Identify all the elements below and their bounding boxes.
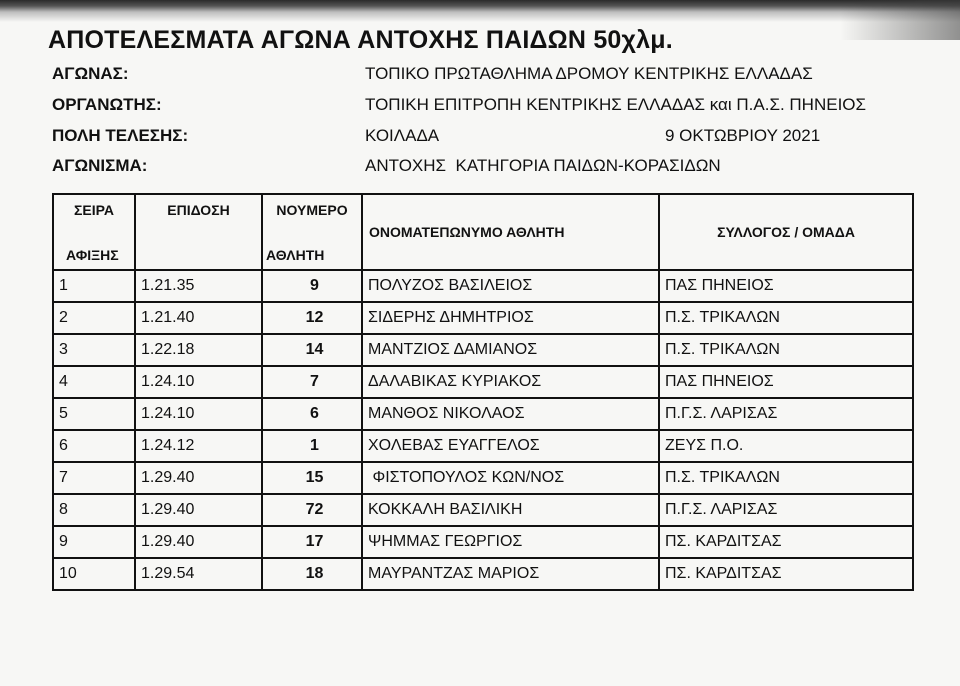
athlete-number: 18 bbox=[262, 558, 362, 590]
athlete-name: ΜΑΥΡΑΝΤΖΑΣ ΜΑΡΙΟΣ bbox=[362, 558, 659, 590]
athlete-club: ΠΑΣ ΠΗΝΕΙΟΣ bbox=[659, 270, 913, 302]
finish-time: 1.29.40 bbox=[135, 494, 262, 526]
table-row bbox=[53, 334, 913, 366]
finish-time: 1.24.10 bbox=[135, 366, 262, 398]
athlete-club: ΠΣ. ΚΑΡΔΙΤΣΑΣ bbox=[659, 558, 913, 590]
athlete-number: 7 bbox=[262, 366, 362, 398]
header-club-label: ΣΥΛΛΟΓΟΣ / ΟΜΑΔΑ bbox=[717, 224, 855, 240]
header-athlete-name bbox=[362, 194, 659, 270]
table-row bbox=[53, 494, 913, 526]
athlete-number: 14 bbox=[262, 334, 362, 366]
athlete-club: ΠΑΣ ΠΗΝΕΙΟΣ bbox=[659, 366, 913, 398]
athlete-number: 9 bbox=[262, 270, 362, 302]
athlete-club: Π.Σ. ΤΡΙΚΑΛΩΝ bbox=[659, 462, 913, 494]
arrival-position: 3 bbox=[53, 334, 135, 366]
athlete-number: 12 bbox=[262, 302, 362, 334]
event-label: ΑΓΩΝΙΣΜΑ: bbox=[52, 156, 148, 175]
finish-time: 1.22.18 bbox=[135, 334, 262, 366]
arrival-position: 2 bbox=[53, 302, 135, 334]
results-table bbox=[52, 193, 914, 591]
header-order-top: ΣΕΙΡΑ bbox=[73, 202, 115, 218]
table-row bbox=[53, 526, 913, 558]
athlete-name: ΧΟΛΕΒΑΣ ΕΥΑΓΓΕΛΟΣ bbox=[362, 430, 659, 462]
athlete-number: 15 bbox=[262, 462, 362, 494]
header-arrival-order bbox=[53, 194, 135, 270]
table-row bbox=[53, 302, 913, 334]
race-label: ΑΓΩΝΑΣ: bbox=[52, 64, 129, 83]
arrival-position: 4 bbox=[53, 366, 135, 398]
table-row bbox=[53, 270, 913, 302]
finish-time: 1.21.40 bbox=[135, 302, 262, 334]
header-time-label: ΕΠΙΔΟΣΗ bbox=[167, 202, 230, 218]
athlete-name: ΔΑΛΑΒΙΚΑΣ ΚΥΡΙΑΚΟΣ bbox=[362, 366, 659, 398]
scan-shadow-top bbox=[0, 0, 960, 22]
athlete-name: ΣΙΔΕΡΗΣ ΔΗΜΗΤΡΙΟΣ bbox=[362, 302, 659, 334]
athlete-number: 6 bbox=[262, 398, 362, 430]
table-row bbox=[53, 398, 913, 430]
arrival-position: 6 bbox=[53, 430, 135, 462]
table-header-row bbox=[53, 194, 913, 270]
athlete-club: ΖΕΥΣ Π.Ο. bbox=[659, 430, 913, 462]
finish-time: 1.29.40 bbox=[135, 526, 262, 558]
athlete-club: Π.Γ.Σ. ΛΑΡΙΣΑΣ bbox=[659, 398, 913, 430]
athlete-number: 72 bbox=[262, 494, 362, 526]
scan-shadow-corner bbox=[840, 0, 960, 40]
athlete-name: ΚΟΚΚΑΛΗ ΒΑΣΙΛΙΚΗ bbox=[362, 494, 659, 526]
athlete-name: ΜΑΝΤΖΙΟΣ ΔΑΜΙΑΝΟΣ bbox=[362, 334, 659, 366]
table-row bbox=[53, 462, 913, 494]
city-value: ΚΟΙΛΑΔΑ bbox=[365, 126, 440, 145]
finish-time: 1.29.54 bbox=[135, 558, 262, 590]
race-value: ΤΟΠΙΚΟ ΠΡΩΤΑΘΛΗΜΑ ΔΡΟΜΟΥ ΚΕΝΤΡΙΚΗΣ ΕΛΛΑΔΑΣ bbox=[365, 64, 813, 83]
document-title: ΑΠΟΤΕΛΕΣΜΑΤΑ ΑΓΩΝΑ ΑΝΤΟΧΗΣ ΠΑΙΔΩΝ 50χλμ. bbox=[48, 26, 673, 54]
arrival-position: 10 bbox=[53, 558, 135, 590]
header-order-bottom: ΑΦΙΞΗΣ bbox=[66, 247, 119, 263]
header-club bbox=[659, 194, 913, 270]
organizer-value: ΤΟΠΙΚΗ ΕΠΙΤΡΟΠΗ ΚΕΝΤΡΙΚΗΣ ΕΛΛΑΔΑΣ και Π.Α.Σ. ΠΗΝΕΙΟΣ bbox=[365, 95, 867, 114]
header-athlete-number bbox=[262, 194, 362, 270]
table-row bbox=[53, 558, 913, 590]
header-name-label: ΟΝΟΜΑΤΕΠΩΝΥΜΟ ΑΘΛΗΤΗ bbox=[369, 224, 565, 240]
arrival-position: 8 bbox=[53, 494, 135, 526]
event-value: ΑΝΤΟΧΗΣ ΚΑΤΗΓΟΡΙΑ ΠΑΙΔΩΝ-ΚΟΡΑΣΙΔΩΝ bbox=[365, 156, 721, 175]
race-date: 9 ΟΚΤΩΒΡΙΟΥ 2021 bbox=[665, 126, 821, 145]
finish-time: 1.24.10 bbox=[135, 398, 262, 430]
arrival-position: 1 bbox=[53, 270, 135, 302]
athlete-name: ΠΟΛΥΖΟΣ ΒΑΣΙΛΕΙΟΣ bbox=[362, 270, 659, 302]
city-label: ΠΟΛΗ ΤΕΛΕΣΗΣ: bbox=[52, 126, 189, 145]
header-number-bottom: ΑΘΛΗΤΗ bbox=[266, 247, 325, 263]
athlete-name: ΨΗΜΜΑΣ ΓΕΩΡΓΙΟΣ bbox=[362, 526, 659, 558]
arrival-position: 7 bbox=[53, 462, 135, 494]
athlete-name: ΦΙΣΤΟΠΟΥΛΟΣ ΚΩΝ/ΝΟΣ bbox=[362, 462, 659, 494]
table-row bbox=[53, 366, 913, 398]
athlete-name: ΜΑΝΘΟΣ ΝΙΚΟΛΑΟΣ bbox=[362, 398, 659, 430]
athlete-club: ΠΣ. ΚΑΡΔΙΤΣΑΣ bbox=[659, 526, 913, 558]
finish-time: 1.21.35 bbox=[135, 270, 262, 302]
table-row bbox=[53, 430, 913, 462]
athlete-club: Π.Σ. ΤΡΙΚΑΛΩΝ bbox=[659, 302, 913, 334]
arrival-position: 9 bbox=[53, 526, 135, 558]
athlete-club: Π.Σ. ΤΡΙΚΑΛΩΝ bbox=[659, 334, 913, 366]
organizer-label: ΟΡΓΑΝΩΤΗΣ: bbox=[52, 95, 162, 114]
finish-time: 1.24.12 bbox=[135, 430, 262, 462]
athlete-number: 1 bbox=[262, 430, 362, 462]
header-time bbox=[135, 194, 262, 270]
arrival-position: 5 bbox=[53, 398, 135, 430]
header-number-top: ΝΟΥΜΕΡΟ bbox=[276, 202, 348, 218]
athlete-number: 17 bbox=[262, 526, 362, 558]
finish-time: 1.29.40 bbox=[135, 462, 262, 494]
athlete-club: Π.Γ.Σ. ΛΑΡΙΣΑΣ bbox=[659, 494, 913, 526]
